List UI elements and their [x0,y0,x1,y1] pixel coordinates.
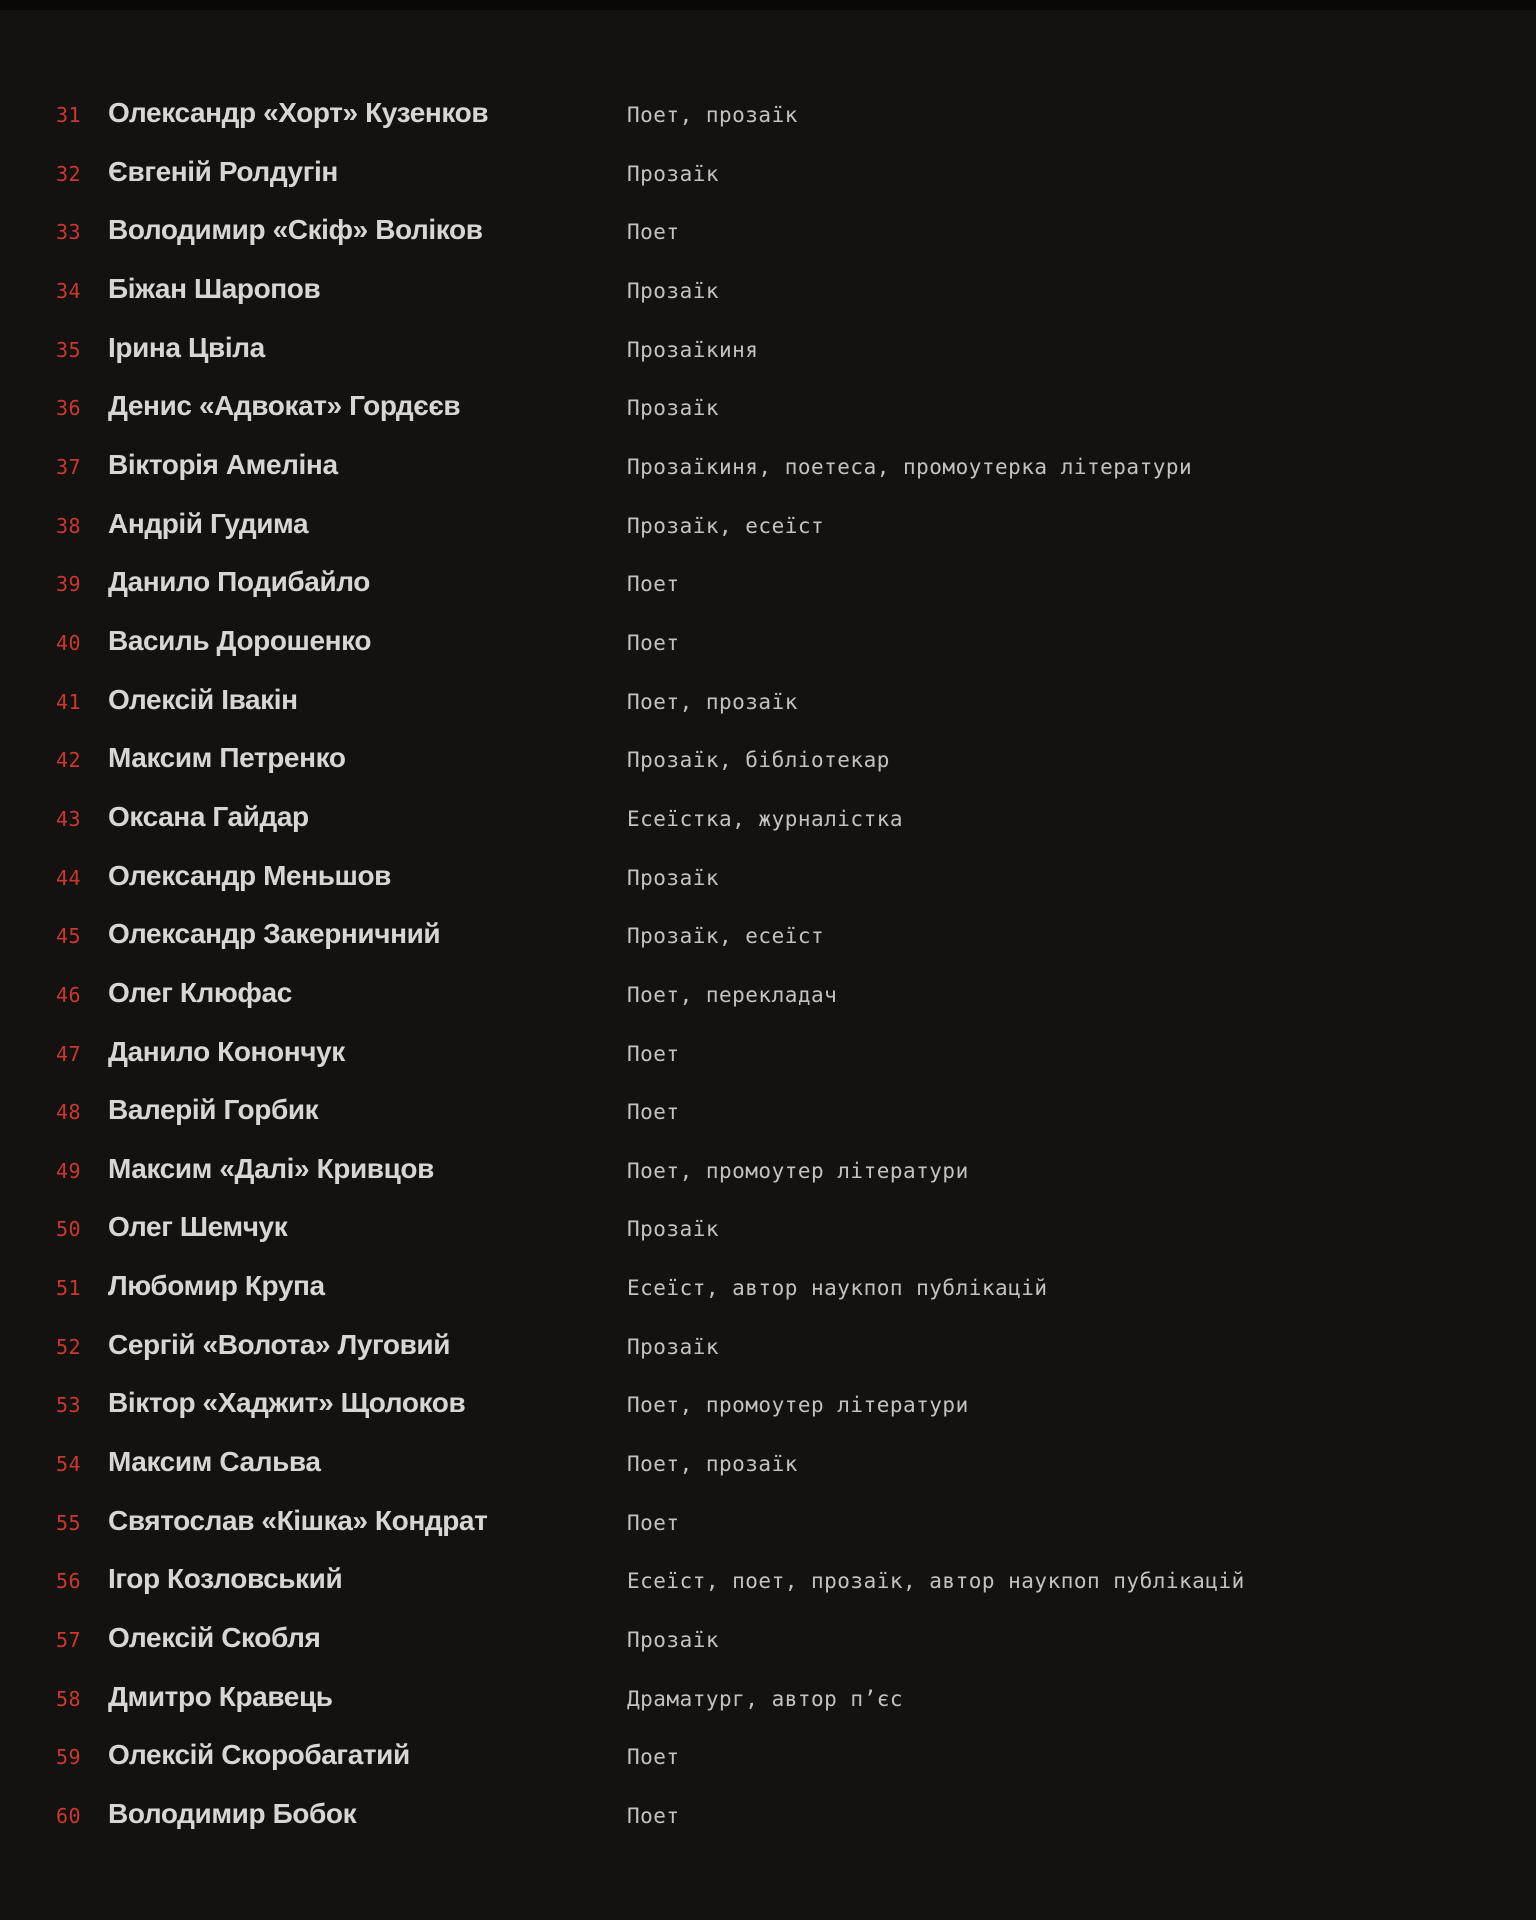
item-number: 32 [56,161,82,186]
item-name: Василь Дорошенко [108,624,372,656]
list-item [0,1140,1536,1199]
item-number: 53 [56,1393,82,1418]
item-role: Поет [627,220,680,245]
item-role: Есеїст, поет, прозаїк, автор наукпоп публікацій [627,1569,1245,1594]
item-number: 45 [56,924,82,949]
item-name: Олексій Івакін [108,683,298,715]
list-item [0,729,1536,788]
item-number: 44 [56,865,82,890]
item-name: Ігор Козловський [108,1563,343,1595]
item-number: 40 [56,630,82,655]
item-name: Олег Клюфас [108,976,292,1008]
list-item [0,495,1536,554]
list-item [0,1668,1536,1727]
item-name: Максим Петренко [108,742,346,774]
item-number: 36 [56,396,82,421]
list-item [0,553,1536,612]
list-item [0,84,1536,143]
item-name: Максим Сальва [108,1446,321,1478]
item-name: Віктор «Хаджит» Щолоков [108,1387,466,1419]
list-item [0,1374,1536,1433]
item-name: Дмитро Кравець [108,1680,333,1712]
item-name: Денис «Адвокат» Гордєєв [108,390,461,422]
list-item [0,847,1536,906]
item-number: 47 [56,1041,82,1066]
item-role: Прозаїк [627,1628,720,1653]
list-item [0,377,1536,436]
item-role: Поет [627,1041,680,1066]
item-number: 60 [56,1804,82,1829]
item-number: 54 [56,1452,82,1477]
item-number: 59 [56,1745,82,1770]
item-role: Прозаїкиня [627,337,759,362]
item-role: Прозаїк, бібліотекар [627,748,890,773]
item-role: Поет, прозаїк [627,689,798,714]
item-role: Поет, прозаїк [627,103,798,127]
list-item [0,1316,1536,1375]
item-number: 58 [56,1686,82,1711]
list-item [0,436,1536,495]
item-role: Поет, промоутер літератури [627,1393,969,1418]
item-name: Олексій Скоробагатий [108,1739,410,1771]
list-item [0,671,1536,730]
item-role: Драматург, автор п’єс [627,1686,904,1711]
item-number: 42 [56,748,82,773]
list-item [0,1433,1536,1492]
item-role: Поет [627,572,680,597]
item-role: Прозаїк [627,161,720,186]
item-name: Біжан Шаропов [108,272,321,304]
item-name: Любомир Крупа [108,1270,325,1302]
item-role: Поет [627,1510,680,1535]
list-item [0,1726,1536,1785]
list-item [0,1492,1536,1551]
item-name: Вікторія Амеліна [108,448,338,480]
item-number: 39 [56,572,82,597]
list-item [0,905,1536,964]
list-item [0,143,1536,202]
item-number: 33 [56,220,82,245]
item-number: 52 [56,1334,82,1359]
item-role: Поет, прозаїк [627,1452,798,1477]
item-number: 38 [56,513,82,538]
top-edge-divider [0,0,1536,10]
item-role: Поет [627,1745,680,1770]
item-role: Прозаїк [627,865,720,890]
item-number: 35 [56,337,82,362]
item-role: Поет [627,630,680,655]
list-item [0,1257,1536,1316]
item-name: Святослав «Кішка» Кондрат [108,1504,488,1536]
item-number: 46 [56,982,82,1007]
list-item [0,1785,1536,1844]
list-item [0,1198,1536,1257]
item-number: 34 [56,278,82,303]
item-number: 49 [56,1158,82,1183]
item-number: 55 [56,1510,82,1535]
item-number: 51 [56,1276,82,1301]
item-role: Есеїст, автор наукпоп публікацій [627,1276,1048,1301]
item-role: Прозаїк, есеїст [627,513,825,538]
item-name: Олег Шемчук [108,1211,288,1243]
item-role: Поет [627,1100,680,1125]
item-number: 41 [56,689,82,714]
item-role: Есеїстка, журналістка [627,806,904,831]
item-role: Поет, промоутер літератури [627,1158,969,1183]
item-role: Поет [627,1804,680,1829]
item-number: 50 [56,1217,82,1242]
list-item [0,201,1536,260]
item-number: 48 [56,1100,82,1125]
item-number: 31 [56,103,82,127]
item-name: Олексій Скобля [108,1622,321,1654]
item-name: Максим «Далі» Кривцов [108,1152,434,1184]
list-item [0,319,1536,378]
item-role: Прозаїк [627,278,720,303]
item-name: Олександр «Хорт» Кузенков [108,97,489,128]
item-number: 56 [56,1569,82,1594]
item-role: Поет, перекладач [627,982,838,1007]
item-role: Прозаїк [627,1334,720,1359]
item-name: Євгеній Ролдугін [108,155,338,187]
item-name: Данило Конончук [108,1035,345,1067]
item-role: Прозаїк [627,396,720,421]
item-name: Володимир «Скіф» Воліков [108,214,483,246]
item-role: Прозаїкиня, поетеса, промоутерка літератури [627,454,1193,479]
writers-list [0,84,1536,1844]
list-item [0,260,1536,319]
item-name: Олександр Закерничний [108,918,441,950]
item-name: Оксана Гайдар [108,800,309,832]
list-item [0,788,1536,847]
list-item [0,1609,1536,1668]
item-name: Олександр Меньшов [108,859,391,891]
list-item [0,1081,1536,1140]
list-item [0,1550,1536,1609]
item-role: Прозаїк, есеїст [627,924,825,949]
list-item [0,1023,1536,1082]
item-number: 57 [56,1628,82,1653]
list-item [0,964,1536,1023]
item-name: Данило Подибайло [108,566,370,598]
item-name: Володимир Бобок [108,1798,357,1830]
item-name: Ірина Цвіла [108,331,265,363]
list-item [0,612,1536,671]
item-number: 37 [56,454,82,479]
item-name: Сергій «Волота» Луговий [108,1328,451,1360]
item-name: Валерій Горбик [108,1094,319,1126]
item-number: 43 [56,806,82,831]
item-name: Андрій Гудима [108,507,309,539]
item-role: Прозаїк [627,1217,720,1242]
